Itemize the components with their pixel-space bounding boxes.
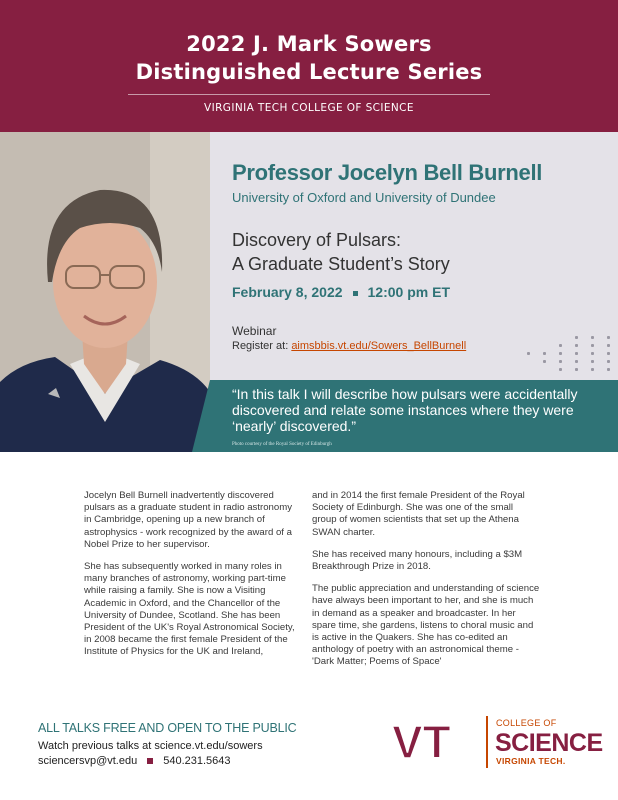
logo-line1: COLLEGE OF xyxy=(496,718,557,728)
logo-line3: VIRGINIA TECH. xyxy=(496,756,566,766)
speaker-name: Professor Jocelyn Bell Burnell xyxy=(232,160,543,185)
bio-paragraph: She has subsequently worked in many roles in many branches of astronomy, working part-time while raising a family. She is now a Visiting Academic in Oxford, and the Chancellor of the University of Dundee, Scotland. She has been President of the UK's Royal Astronomical Society, in 2008 became the first female President of the Institute of Physics for the UK and Ireland, xyxy=(84,561,295,658)
footer-watch-link[interactable]: Watch previous talks at science.vt.edu/sowers xyxy=(38,740,263,752)
logo-divider xyxy=(486,716,488,768)
contact-email[interactable]: sciencersvp@vt.edu xyxy=(38,755,138,767)
bio-paragraph: The public appreciation and understanding of science have always been important to her, and she is much in demand as a speaker and broadcaster. In her spare time, she gardens, listens to choral music and is active in the Quakers. She has co-edited an anthology of poetry with an astronomical theme - 'Dark Matter; Poems of Space' xyxy=(312,583,540,668)
header-banner xyxy=(0,0,618,132)
talk-datetime xyxy=(232,284,450,300)
talk-date: February 8, 2022 xyxy=(232,284,343,300)
bio-paragraph: Jocelyn Bell Burnell inadvertently discovered pulsars as a graduate student in radio astronomy in Cambridge, opening up a new branch of astrophysics - work recognized by the award of a Nobel Prize to her supervisor. xyxy=(84,490,292,550)
bullet-separator xyxy=(353,291,358,296)
vt-mark-text: VT xyxy=(392,716,451,768)
hero-section xyxy=(0,132,618,452)
register-link[interactable]: aimsbbis.vt.edu/Sowers_BellBurnell xyxy=(291,340,467,352)
quote-banner xyxy=(210,380,618,452)
series-title-line1: 2022 J. Mark Sowers xyxy=(186,32,432,56)
bio-column-left xyxy=(84,490,298,669)
college-label: VIRGINIA TECH COLLEGE OF SCIENCE xyxy=(204,102,414,114)
register-line xyxy=(232,340,466,352)
bio-paragraph: and in 2014 the first female President of the Royal Society of Edinburgh. She was one of the small group of women scientists that set up the Athena SWAN charter. xyxy=(312,490,525,538)
bio-column-right xyxy=(312,490,540,679)
register-label: Register at: xyxy=(232,340,289,352)
footer-contact xyxy=(38,755,231,767)
talk-format: Webinar xyxy=(232,324,277,338)
talk-title-line1: Discovery of Pulsars: xyxy=(232,230,402,250)
contact-separator xyxy=(147,758,153,764)
logo-line2: SCIENCE xyxy=(495,729,603,757)
photo-credit: Photo courtesy of the Royal Society of Edinburgh xyxy=(232,442,332,447)
talk-time: 12:00 pm ET xyxy=(367,284,450,300)
talk-title-line2: A Graduate Student’s Story xyxy=(232,254,450,274)
contact-phone[interactable]: 540.231.5643 xyxy=(163,755,231,767)
series-title-line2: Distinguished Lecture Series xyxy=(135,60,483,84)
speaker-photo xyxy=(0,132,210,452)
vt-logo-icon xyxy=(392,716,484,768)
speaker-quote: “In this talk I will describe how pulsars were accidentally discovered and relate some instances where they were ‘nearly’ discovered.” xyxy=(232,386,578,434)
header-divider xyxy=(128,94,490,95)
bio-paragraph: She has received many honours, including a $3M Breakthrough Prize in 2018. xyxy=(312,548,523,573)
speaker-affiliation: University of Oxford and University of Dundee xyxy=(232,190,496,205)
portrait-illustration xyxy=(0,132,210,452)
footer-headline: ALL TALKS FREE AND OPEN TO THE PUBLIC xyxy=(38,721,297,735)
